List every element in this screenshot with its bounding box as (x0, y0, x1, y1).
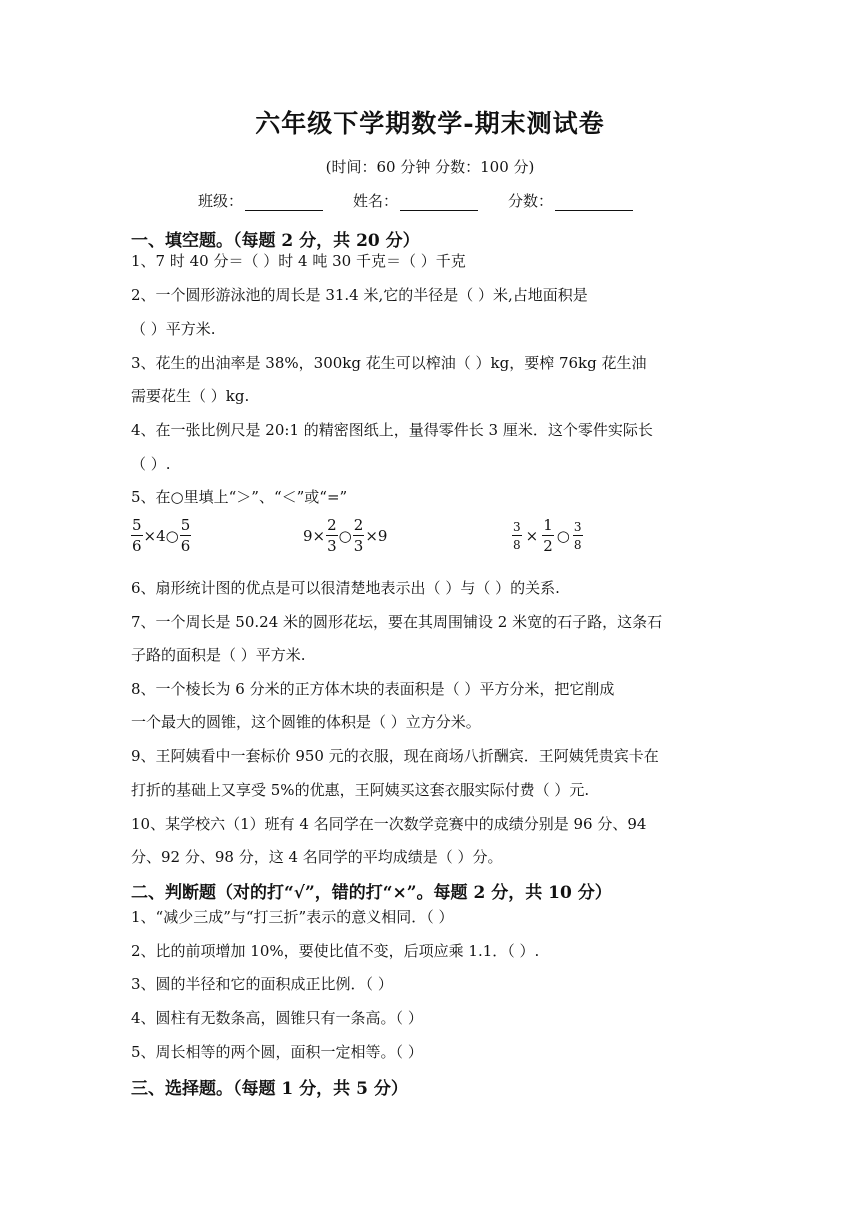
question-line: 7、一个周长是 50.24 米的圆形花坛，要在其周围铺设 2 米宽的石子路，这条石 (131, 613, 663, 631)
judgment-line: 4、圆柱有无数条高，圆锥只有一条高。（ ） (131, 1009, 423, 1027)
student-info-row (198, 190, 663, 211)
fraction: $\frac{1}{2}$ (543, 516, 553, 555)
question-line: 8、一个棱长为 6 分米的正方体木块的表面积是（ ）平方分米，把它削成 (131, 680, 615, 698)
section-3-heading: 三、选择题。（每题 1 分，共 5 分） (131, 1079, 408, 1099)
question-line: 1、7 时 40 分＝（ ）时 4 吨 30 千克＝（ ）千克 (131, 252, 466, 270)
class-label: 班级： (198, 192, 244, 210)
judgment-line: 2、比的前项增加 10%，要使比值不变，后项应乘 1.1．（ ）. (131, 942, 540, 960)
question-line: 4、在一张比例尺是 20:1 的精密图纸上，量得零件长 3 厘米．这个零件实际长 (131, 421, 653, 439)
fraction: $\frac{2}{3}$ (327, 516, 337, 555)
name-input-line[interactable] (400, 194, 478, 211)
page-title: 六年级下学期数学-期末测试卷 (255, 109, 605, 138)
fraction: $\frac{3}{8}$ (573, 520, 582, 552)
question-line: 2、一个圆形游泳池的周长是 31.4 米,它的半径是（ ）米,占地面积是 (131, 286, 588, 304)
compare-circle: ○ (338, 527, 352, 545)
time-score-note: (时间：60 分钟 分数：100 分) (325, 158, 535, 176)
fraction: $\frac{5}{6}$ (132, 516, 142, 555)
class-field (198, 190, 323, 211)
question-line: 分、92 分、98 分，这 4 名同学的平均成绩是（ ）分。 (131, 848, 503, 866)
name-label: 姓名： (353, 192, 399, 210)
judgment-line: 5、周长相等的两个圆，面积一定相等。（ ） (131, 1043, 423, 1061)
fraction: $\frac{5}{6}$ (180, 516, 191, 555)
question-line: （ ）平方米. (131, 320, 216, 338)
question-line: 一个最大的圆锥，这个圆锥的体积是（ ）立方分米。 (131, 713, 481, 731)
fraction: $\frac{2}{3}$ (353, 516, 364, 555)
compare-operator: ×4○ (143, 527, 179, 545)
question-line: 子路的面积是（ ）平方米. (131, 646, 306, 664)
question-line: 3、花生的出油率是 38%，300kg 花生可以榨油（ ）kg，要榨 76kg 花生油 (131, 354, 647, 372)
compare-prefix: 9× (303, 527, 326, 545)
fraction-compare-2 (302, 518, 388, 568)
fraction: $\frac{3}{8}$ (513, 520, 521, 552)
question-line: 需要花生（ ）kg. (131, 387, 250, 405)
name-field (353, 190, 478, 211)
section-1-heading: 一、填空题。（每题 2 分，共 20 分） (131, 231, 420, 251)
question-line: 10、某学校六（1）班有 4 名同学在一次数学竞赛中的成绩分别是 96 分、94 (131, 815, 647, 833)
section-2-heading: 二、判断题（对的打“√”，错的打“×”。每题 2 分，共 10 分） (131, 883, 612, 903)
fraction-compare-3 (512, 518, 583, 568)
compare-circle: ○ (556, 527, 570, 545)
class-input-line[interactable] (245, 194, 323, 211)
question-line: 5、在○里填上“＞”、“＜”或“=” (131, 488, 348, 506)
score-field (508, 190, 633, 211)
question-line: 打折的基础上又享受 5%的优惠，王阿姨买这套衣服实际付费（ ）元. (131, 781, 590, 799)
judgment-line: 3、圆的半径和它的面积成正比例．（ ） (131, 975, 393, 993)
question-line: （ ）. (131, 455, 171, 473)
score-input-line[interactable] (555, 194, 633, 211)
judgment-line: 1、“减少三成”与“打三折”表示的意义相同．（ ） (131, 908, 454, 926)
question-line: 9、王阿姨看中一套标价 950 元的衣服，现在商场八折酬宾．王阿姨凭贵宾卡在 (131, 747, 659, 765)
question-line: 6、扇形统计图的优点是可以很清楚地表示出（ ）与（ ）的关系. (131, 579, 560, 597)
compare-suffix: ×9 (365, 527, 388, 545)
score-label: 分数： (508, 192, 554, 210)
compare-operator: × (525, 527, 539, 545)
fraction-compare-1 (131, 518, 191, 568)
